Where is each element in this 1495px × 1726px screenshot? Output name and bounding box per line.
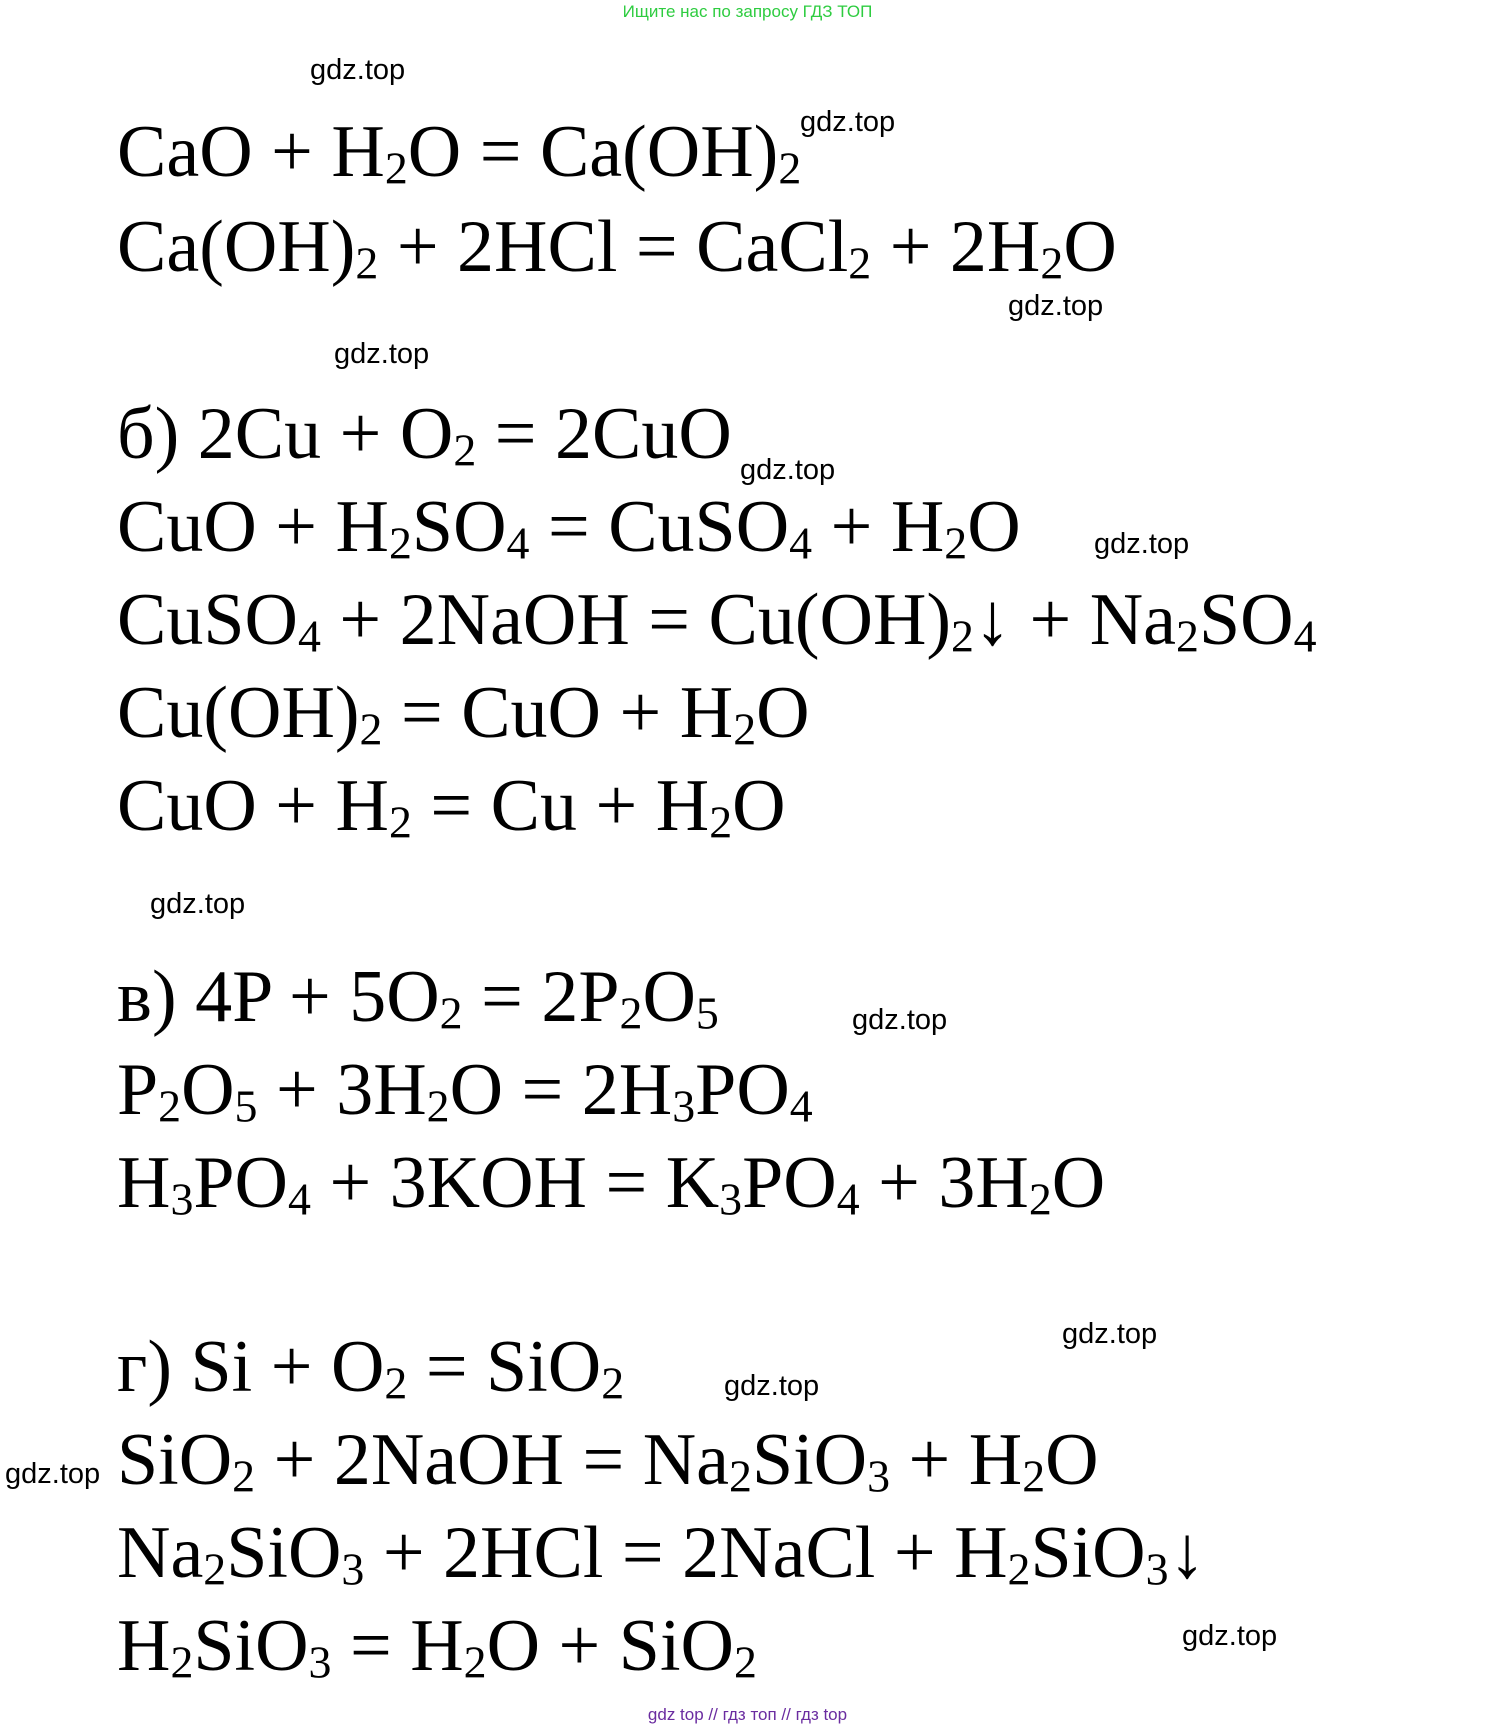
watermark: gdz.top [852,1004,948,1036]
equation-7: CuO + $H_2 = Cu + H_2O$ [117,765,786,848]
equation-5: CuSO$_4$ + 2NaOH = $Cu(OH)_2↓ + Na_2SO_4$ [117,579,1317,662]
watermark: gdz.top [1094,528,1190,560]
watermark: gdz.top [5,1458,101,1490]
equation-2: $Ca(OH)_2 + 2HCl$ = CaCl$_2$ + $2H_2O$ [117,206,1117,289]
equation-13: $Na_2SiO_3 + 2HCl$ = 2NaCl + $H_2SiO_3↓$ [117,1512,1206,1595]
watermark: gdz.top [1182,1620,1278,1652]
equation-9: $P_2O_5 + 3H_2O = 2H_3PO_4$ [117,1049,813,1132]
equation-11: г) $Si + O_2 = SiO_2$ [117,1326,625,1409]
watermark: gdz.top [724,1370,820,1402]
watermark: gdz.top [150,888,246,920]
equation-10: $H_3PO_4 + 3KOH = K_3PO_4 + 3H_2O$ [117,1142,1106,1225]
bottom-banner: gdz top // гдз топ // гдз top [647,1705,848,1724]
watermark: gdz.top [740,454,836,486]
top-banner: Ищите нас по запросу ГДЗ ТОП [622,2,873,21]
watermark: gdz.top [800,106,896,138]
watermark: gdz.top [334,338,430,370]
equation-4: CuO + $H_2SO_4$ = CuSO$_4$ + $H_2O$ [117,486,1021,569]
watermark: gdz.top [1062,1318,1158,1350]
equation-14: $H_2SiO_3 = H_2O + SiO_2$ [117,1605,757,1688]
equation-3: б) $2Cu + O_2 = 2CuO$ [117,393,732,476]
watermark: gdz.top [310,54,406,86]
equation-8: в) $4P + 5O_2 = 2P_2O_5$ [117,956,719,1039]
equation-12: SiO$_2$ + 2NaOH = $Na_2SiO_3 + H_2O$ [117,1419,1099,1502]
watermark: gdz.top [1008,290,1104,322]
equation-6: $Cu(OH)_2$ = CuO + $H_2O$ [117,672,810,755]
equation-1: CaO + $H_2O = Ca(OH)_2$ [117,111,802,194]
